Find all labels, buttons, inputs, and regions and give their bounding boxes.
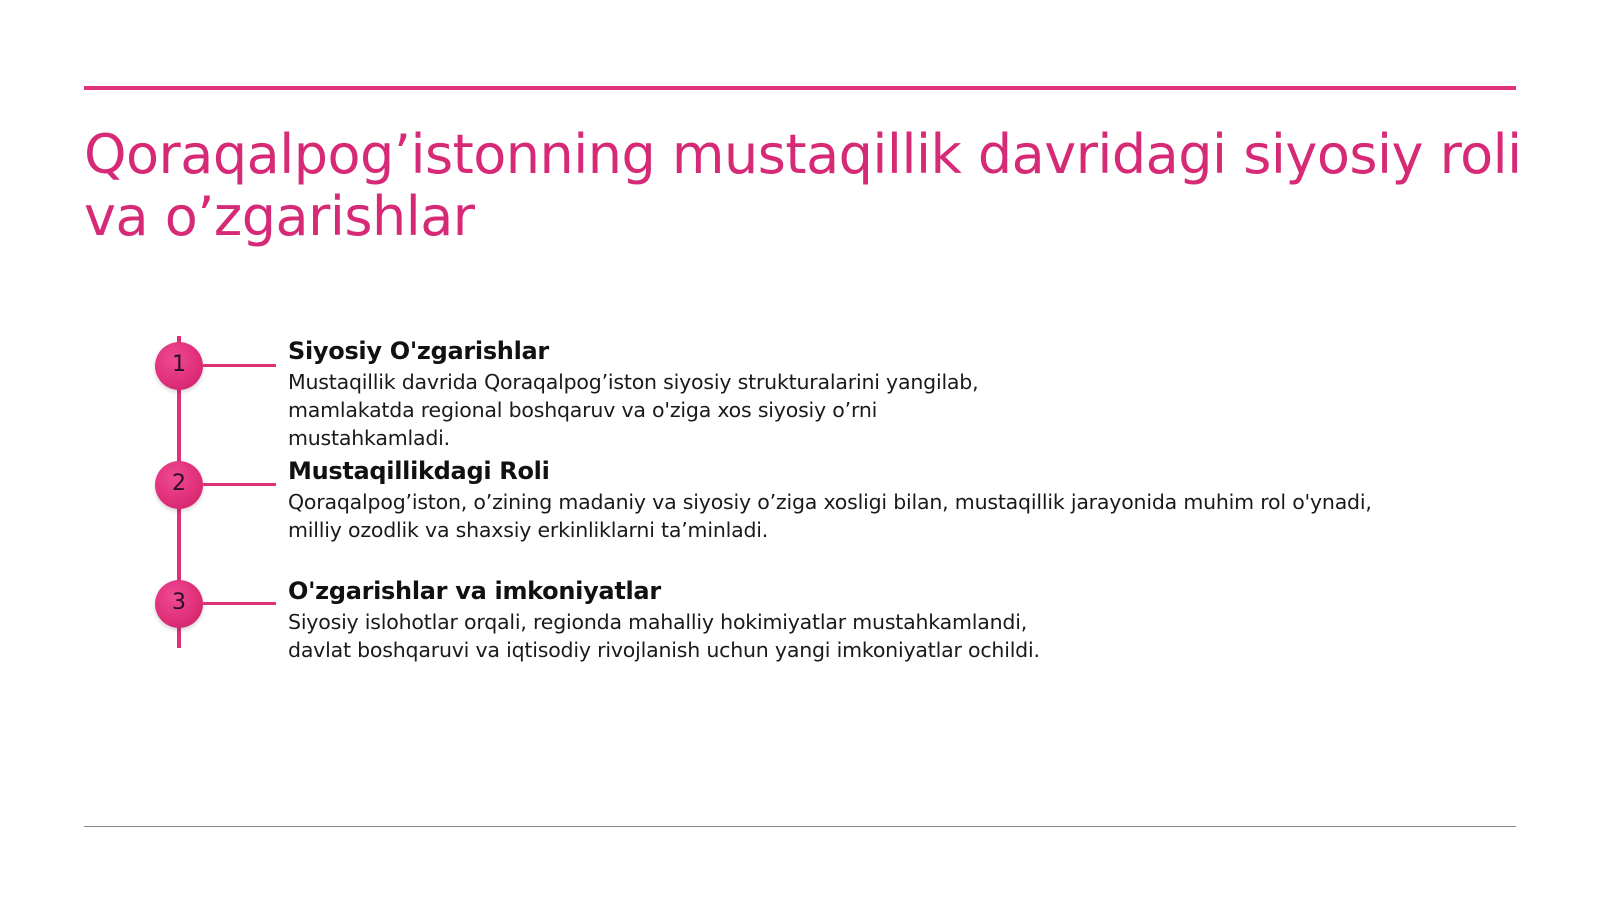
- footer-rule: [84, 826, 1516, 827]
- timeline-connector-3: [203, 602, 276, 605]
- marker-number: 2: [172, 471, 186, 496]
- body-line: davlat boshqaruvi va iqtisodiy rivojlanish uchun yangi imkoniyatlar ochildi.: [288, 638, 1040, 662]
- timeline-marker-1: [155, 342, 203, 390]
- timeline-connector-2: [203, 483, 276, 486]
- body-line: milliy ozodlik va shaxsiy erkinliklarni ta’minladi.: [288, 518, 769, 542]
- timeline-marker-3: [155, 580, 203, 628]
- body-line: Mustaqillik davrida Qoraqalpog’iston siyosiy strukturalarini yangilab,: [288, 370, 979, 394]
- marker-number: 3: [172, 590, 186, 615]
- timeline-item-1: [288, 336, 1468, 452]
- timeline-item-body: [288, 488, 1468, 544]
- timeline-item-heading: O'zgarishlar va imkoniyatlar: [288, 577, 661, 605]
- timeline-item-heading: Mustaqillikdagi Roli: [288, 457, 550, 485]
- timeline-connector-1: [203, 364, 276, 367]
- timeline-item-body: [288, 368, 1468, 452]
- body-line: Siyosiy islohotlar orqali, regionda mahalliy hokimiyatlar mustahkamlandi,: [288, 610, 1028, 634]
- body-line: Qoraqalpog’iston, o’zining madaniy va siyosiy o’ziga xosligi bilan, mustaqillik jarayonida muhim rol o'ynadi,: [288, 490, 1372, 514]
- marker-number: 1: [172, 352, 186, 377]
- timeline-item-2: [288, 456, 1468, 544]
- title-top-rule: [84, 86, 1516, 90]
- timeline-item-body: [288, 608, 1468, 664]
- timeline-item-heading: Siyosiy O'zgarishlar: [288, 337, 549, 365]
- body-line: mustahkamladi.: [288, 426, 450, 450]
- timeline-item-3: [288, 576, 1468, 664]
- body-line: mamlakatda regional boshqaruv va o'ziga xos siyosiy o’rni: [288, 398, 878, 422]
- timeline-marker-2: [155, 461, 203, 509]
- page-title: Qoraqalpog’istonning mustaqillik davridagi siyosiy roli va o’zgarishlar: [84, 123, 1522, 248]
